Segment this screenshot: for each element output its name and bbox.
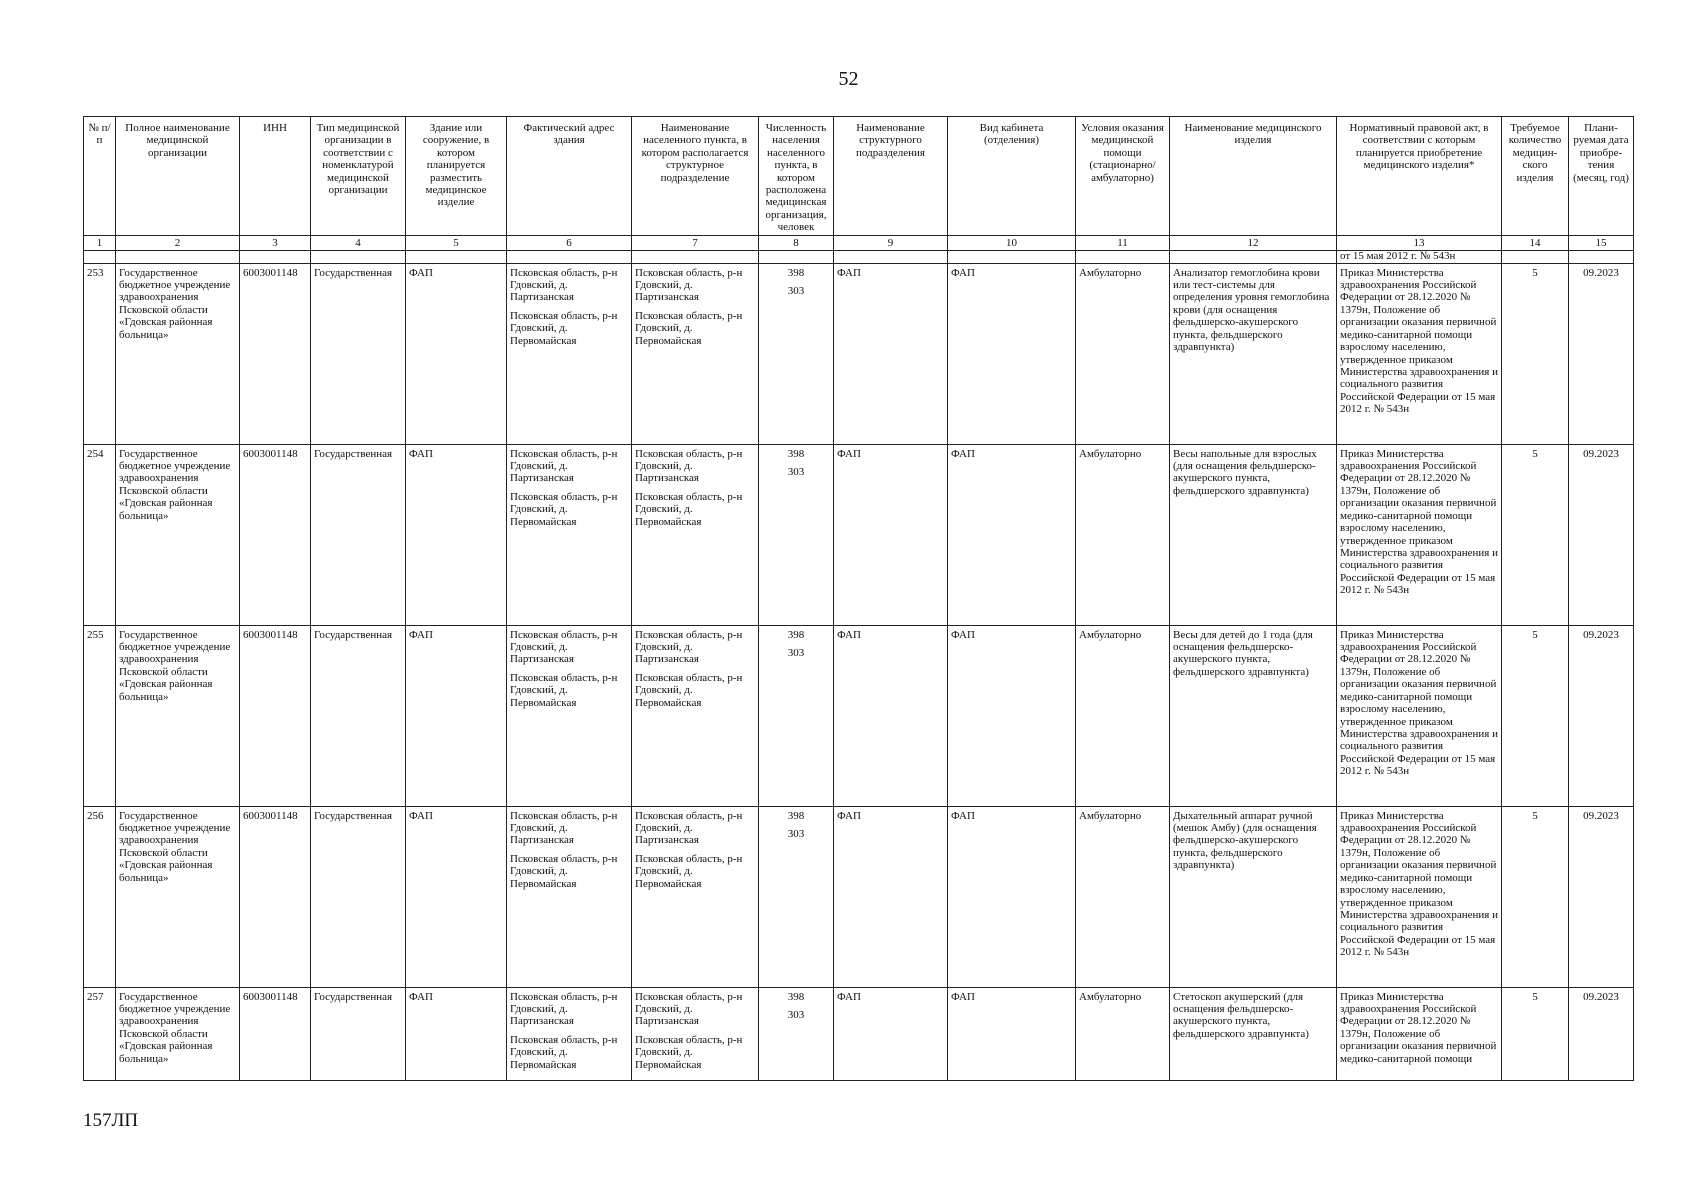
- device-name: Дыхательный аппарат ручной (мешок Амбу) (для оснащения фельдшерско-акушерского пункта, фельдшерского здравпункта): [1170, 806, 1337, 987]
- inn: 6003001148: [240, 806, 311, 987]
- purchase-date: 09.2023: [1569, 625, 1634, 806]
- header-cell: Требуемое количество медицин-ского изделия: [1502, 117, 1569, 236]
- address: Псковская область, р-н Гдовский, д. Первомайская: [510, 490, 618, 528]
- organization-type: Государственная: [311, 806, 406, 987]
- address: Псковская область, р-н Гдовский, д. Партизанская: [510, 809, 618, 847]
- organization-name: Государственное бюджетное учреждение здравоохранения Псковской области «Гдовская районная больница»: [116, 263, 240, 444]
- unit-name: ФАП: [834, 806, 948, 987]
- locality: Псковская область, р-н Гдовский, д. Первомайская: [635, 671, 743, 709]
- legal-act: Приказ Министерства здравоохранения Российской Федерации от 28.12.2020 № 1379н, Положение об организации оказания первичной медико-санитарной помощи взрослому населению, утвержденное приказом Министерства здравоохранения и социального развития Российской Федерации от 15 мая 2012 г. № 543н: [1337, 806, 1502, 987]
- population-cell: [759, 263, 834, 444]
- locality-cell: [632, 987, 759, 1080]
- column-number: 5: [406, 235, 507, 250]
- quantity: 5: [1502, 987, 1569, 1080]
- locality-cell: [632, 263, 759, 444]
- header-cell: Наименование населенного пункта, в котором располагается структурное подразделение: [632, 117, 759, 236]
- locality: Псковская область, р-н Гдовский, д. Первомайская: [635, 852, 743, 890]
- population: 398: [787, 990, 805, 1003]
- care-conditions: Амбулаторно: [1076, 987, 1170, 1080]
- population: 303: [787, 828, 805, 841]
- legal-act: Приказ Министерства здравоохранения Российской Федерации от 28.12.2020 № 1379н, Положение об организации оказания первичной медико-санитарной помощи: [1337, 987, 1502, 1080]
- cabinet-type: ФАП: [948, 263, 1076, 444]
- table-row: [84, 987, 1634, 1080]
- building: ФАП: [406, 625, 507, 806]
- column-number: 6: [507, 235, 632, 250]
- address-cell: [507, 263, 632, 444]
- purchase-date: 09.2023: [1569, 444, 1634, 625]
- row-number: 257: [84, 987, 116, 1080]
- header-cell: Условия оказания медицинской помощи (стационарно/ амбулаторно): [1076, 117, 1170, 236]
- address-cell: [507, 806, 632, 987]
- building: ФАП: [406, 444, 507, 625]
- population: 303: [787, 1009, 805, 1022]
- header-cell: Полное наименование медицинской организации: [116, 117, 240, 236]
- population: 398: [787, 447, 805, 460]
- legal-act: Приказ Министерства здравоохранения Российской Федерации от 28.12.2020 № 1379н, Положение об организации оказания первичной медико-санитарной помощи взрослому населению, утвержденное приказом Министерства здравоохранения и социального развития Российской Федерации от 15 мая 2012 г. № 543н: [1337, 444, 1502, 625]
- inn: 6003001148: [240, 987, 311, 1080]
- purchase-date: 09.2023: [1569, 806, 1634, 987]
- locality-cell: [632, 625, 759, 806]
- column-number: 7: [632, 235, 759, 250]
- organization-name: Государственное бюджетное учреждение здравоохранения Псковской области «Гдовская районная больница»: [116, 806, 240, 987]
- locality-cell: [632, 806, 759, 987]
- header-cell: Наименование структурного подразделения: [834, 117, 948, 236]
- locality: Псковская область, р-н Гдовский, д. Партизанская: [635, 628, 743, 666]
- organization-name: Государственное бюджетное учреждение здравоохранения Псковской области «Гдовская районная больница»: [116, 444, 240, 625]
- inn: 6003001148: [240, 625, 311, 806]
- unit-name: ФАП: [834, 987, 948, 1080]
- population: 398: [787, 628, 805, 641]
- column-number: 3: [240, 235, 311, 250]
- device-name: Анализатор гемоглобина крови или тест-системы для определения уровня гемоглобина крови (для оснащения фельдшерско-акушерского пункта, фельдшерского здравпункта): [1170, 263, 1337, 444]
- header-cell: Плани-руемая дата приобре-тения (месяц, год): [1569, 117, 1634, 236]
- column-number: 14: [1502, 235, 1569, 250]
- organization-type: Государственная: [311, 987, 406, 1080]
- address: Псковская область, р-н Гдовский, д. Партизанская: [510, 628, 618, 666]
- device-name: Весы для детей до 1 года (для оснащения фельдшерско-акушерского пункта, фельдшерского здравпункта): [1170, 625, 1337, 806]
- locality: Псковская область, р-н Гдовский, д. Первомайская: [635, 309, 743, 347]
- table-row: [84, 806, 1634, 987]
- address-cell: [507, 444, 632, 625]
- population: 398: [787, 809, 805, 822]
- unit-name: ФАП: [834, 263, 948, 444]
- header-cell: Численность населения населенного пункта, в котором расположена медицинская организация, человек: [759, 117, 834, 236]
- cabinet-type: ФАП: [948, 987, 1076, 1080]
- building: ФАП: [406, 806, 507, 987]
- header-cell: № п/п: [84, 117, 116, 236]
- purchase-date: 09.2023: [1569, 987, 1634, 1080]
- column-number: 13: [1337, 235, 1502, 250]
- cabinet-type: ФАП: [948, 444, 1076, 625]
- row-number: 256: [84, 806, 116, 987]
- legal-act: Приказ Министерства здравоохранения Российской Федерации от 28.12.2020 № 1379н, Положение об организации оказания первичной медико-санитарной помощи взрослому населению, утвержденное приказом Министерства здравоохранения и социального развития Российской Федерации от 15 мая 2012 г. № 543н: [1337, 625, 1502, 806]
- row-number: 255: [84, 625, 116, 806]
- locality: Псковская область, р-н Гдовский, д. Партизанская: [635, 266, 743, 304]
- population-cell: [759, 806, 834, 987]
- organization-name: Государственное бюджетное учреждение здравоохранения Псковской области «Гдовская районная больница»: [116, 625, 240, 806]
- purchase-date: 09.2023: [1569, 263, 1634, 444]
- table-row: [84, 625, 1634, 806]
- table-row: [84, 444, 1634, 625]
- column-number: 1: [84, 235, 116, 250]
- organization-type: Государственная: [311, 263, 406, 444]
- address: Псковская область, р-н Гдовский, д. Первомайская: [510, 1033, 618, 1071]
- cabinet-type: ФАП: [948, 806, 1076, 987]
- legal-act: Приказ Министерства здравоохранения Российской Федерации от 28.12.2020 № 1379н, Положение об организации оказания первичной медико-санитарной помощи взрослому населению, утвержденное приказом Министерства здравоохранения и социального развития Российской Федерации от 15 мая 2012 г. № 543н: [1337, 263, 1502, 444]
- continuation-text: от 15 мая 2012 г. № 543н: [1337, 250, 1502, 263]
- column-number: 11: [1076, 235, 1170, 250]
- column-number: 10: [948, 235, 1076, 250]
- care-conditions: Амбулаторно: [1076, 625, 1170, 806]
- population: 303: [787, 466, 805, 479]
- column-number: 2: [116, 235, 240, 250]
- column-number: 8: [759, 235, 834, 250]
- population: 303: [787, 647, 805, 660]
- header-row: [84, 117, 1634, 236]
- locality: Псковская область, р-н Гдовский, д. Партизанская: [635, 809, 743, 847]
- address-cell: [507, 987, 632, 1080]
- unit-name: ФАП: [834, 625, 948, 806]
- equipment-table: [83, 116, 1634, 1081]
- organization-name: Государственное бюджетное учреждение здравоохранения Псковской области «Гдовская районная больница»: [116, 987, 240, 1080]
- care-conditions: Амбулаторно: [1076, 806, 1170, 987]
- column-number: 12: [1170, 235, 1337, 250]
- document-code: 157ЛП: [83, 1110, 139, 1131]
- column-number: 9: [834, 235, 948, 250]
- organization-type: Государственная: [311, 625, 406, 806]
- column-number: 4: [311, 235, 406, 250]
- locality-cell: [632, 444, 759, 625]
- quantity: 5: [1502, 806, 1569, 987]
- header-cell: Здание или сооружение, в котором планируется разместить медицинское изделие: [406, 117, 507, 236]
- table-row: [84, 263, 1634, 444]
- care-conditions: Амбулаторно: [1076, 444, 1170, 625]
- device-name: Весы напольные для взрослых (для оснащения фельдшерско-акушерского пункта, фельдшерского здравпункта): [1170, 444, 1337, 625]
- device-name: Стетоскоп акушерский (для оснащения фельдшерско-акушерского пункта, фельдшерского здравпункта): [1170, 987, 1337, 1080]
- population-cell: [759, 444, 834, 625]
- column-number-row: [84, 235, 1634, 250]
- locality: Псковская область, р-н Гдовский, д. Первомайская: [635, 1033, 743, 1071]
- continuation-row: [84, 250, 1634, 263]
- population-cell: [759, 987, 834, 1080]
- population-cell: [759, 625, 834, 806]
- header-cell: ИНН: [240, 117, 311, 236]
- locality: Псковская область, р-н Гдовский, д. Партизанская: [635, 990, 743, 1028]
- inn: 6003001148: [240, 444, 311, 625]
- organization-type: Государственная: [311, 444, 406, 625]
- quantity: 5: [1502, 263, 1569, 444]
- address: Псковская область, р-н Гдовский, д. Партизанская: [510, 447, 618, 485]
- quantity: 5: [1502, 444, 1569, 625]
- page-number: 52: [838, 68, 859, 90]
- population: 398: [787, 266, 805, 279]
- locality: Псковская область, р-н Гдовский, д. Партизанская: [635, 447, 743, 485]
- address: Псковская область, р-н Гдовский, д. Партизанская: [510, 266, 618, 304]
- building: ФАП: [406, 987, 507, 1080]
- address: Псковская область, р-н Гдовский, д. Первомайская: [510, 309, 618, 347]
- column-number: 15: [1569, 235, 1634, 250]
- address: Псковская область, р-н Гдовский, д. Партизанская: [510, 990, 618, 1028]
- header-cell: Вид кабинета (отделения): [948, 117, 1076, 236]
- building: ФАП: [406, 263, 507, 444]
- unit-name: ФАП: [834, 444, 948, 625]
- address: Псковская область, р-н Гдовский, д. Первомайская: [510, 671, 618, 709]
- header-cell: Нормативный правовой акт, в соответствии с которым планируется приобретение медицинского изделия*: [1337, 117, 1502, 236]
- care-conditions: Амбулаторно: [1076, 263, 1170, 444]
- population: 303: [787, 285, 805, 298]
- cabinet-type: ФАП: [948, 625, 1076, 806]
- header-cell: Наименование медицинского изделия: [1170, 117, 1337, 236]
- quantity: 5: [1502, 625, 1569, 806]
- header-cell: Тип медицинской организации в соответствии с номенклатурой медицинской организации: [311, 117, 406, 236]
- address-cell: [507, 625, 632, 806]
- locality: Псковская область, р-н Гдовский, д. Первомайская: [635, 490, 743, 528]
- header-cell: Фактический адрес здания: [507, 117, 632, 236]
- inn: 6003001148: [240, 263, 311, 444]
- row-number: 254: [84, 444, 116, 625]
- address: Псковская область, р-н Гдовский, д. Первомайская: [510, 852, 618, 890]
- row-number: 253: [84, 263, 116, 444]
